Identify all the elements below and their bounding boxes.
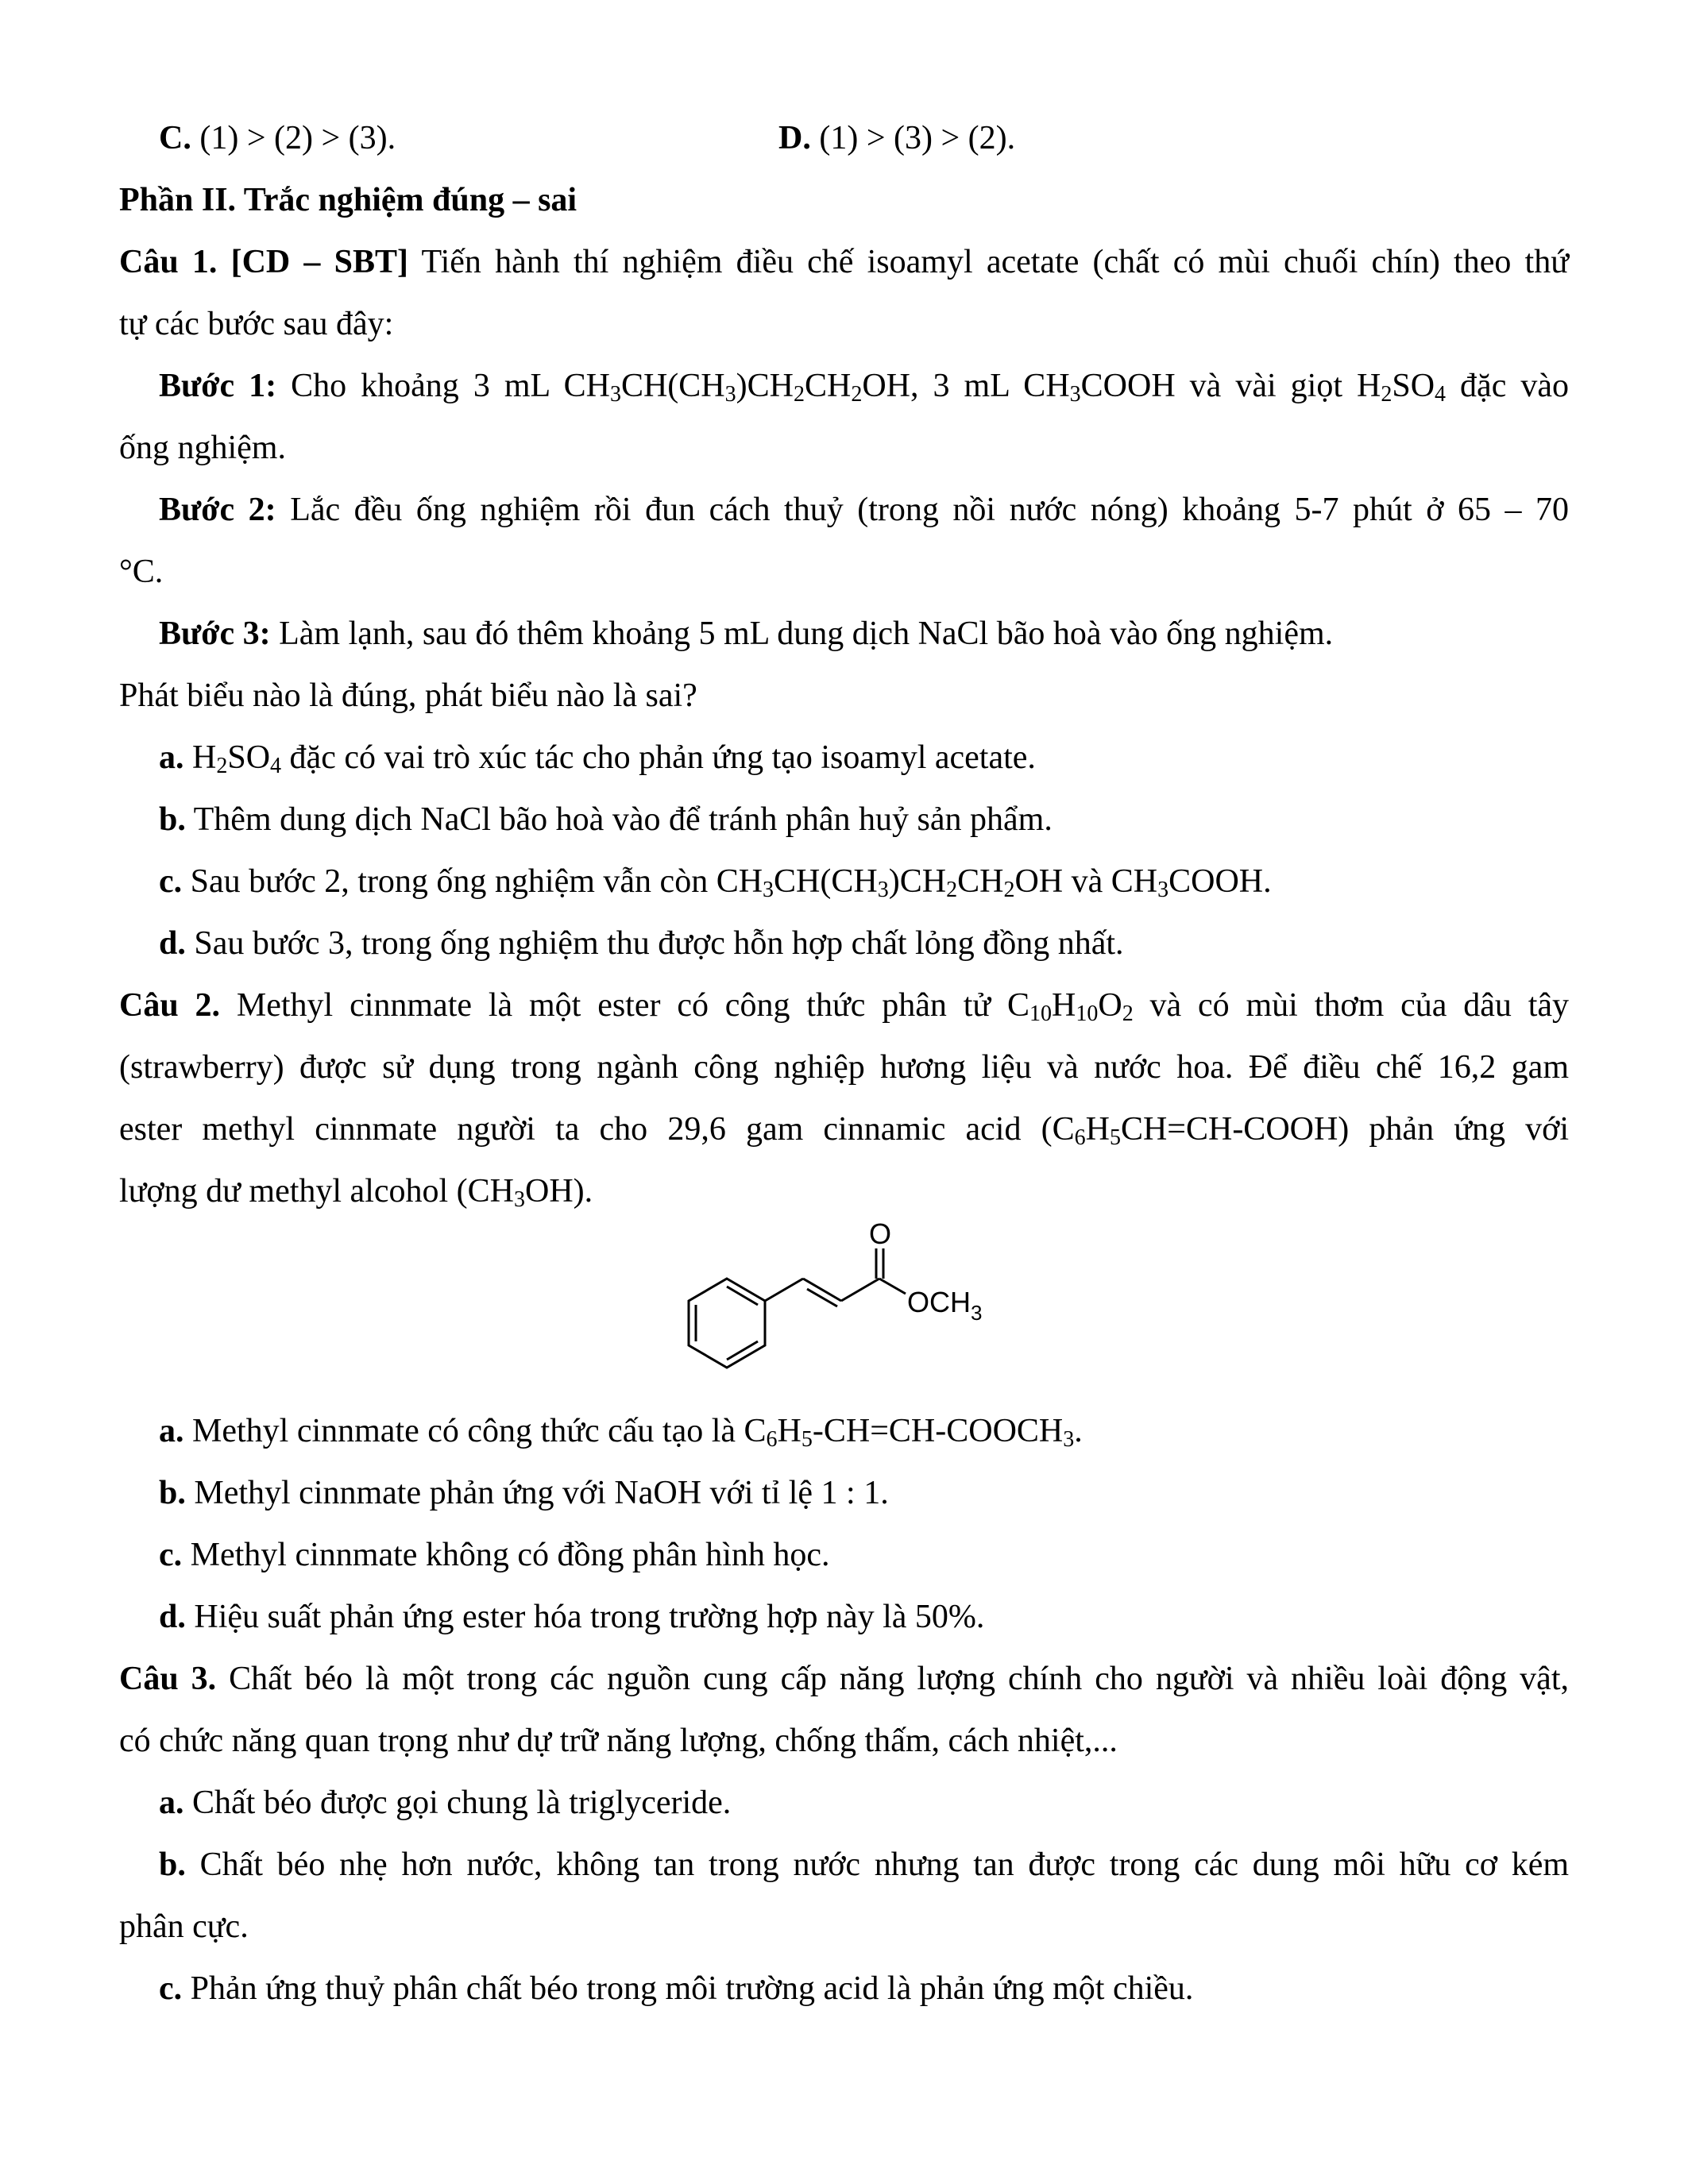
option-d: D. (1) > (3) > (2).: [778, 120, 1016, 156]
option-c: C. (1) > (2) > (3).: [159, 120, 396, 156]
benzene-ring: [689, 1279, 765, 1368]
q1-step3: Bước 3: Làm lạnh, sau đó thêm khoảng 5 mL dung dịch NaCl bão hoà vào ống nghiệm.: [159, 615, 1334, 652]
q2-line-2: (strawberry) được sử dụng trong ngành công nghiệp hương liệu và nước hoa. Để điều chế 16,2 gam: [119, 1049, 1569, 1086]
q1-step2: Bước 2: Lắc đều ống nghiệm rồi đun cách thuỷ (trong nồi nước nóng) khoảng 5-7 phút ở 65 – 70: [159, 492, 1570, 528]
q2-line-4: lượng dư methyl alcohol $(CH_3OH)$.: [119, 1173, 593, 1212]
q2-statement-b: b. Methyl cinnmate phản ứng với NaOH với tỉ lệ 1 : 1.: [159, 1475, 889, 1511]
q1-step2-cont: °C.: [119, 554, 164, 590]
q3-statement-b-cont: phân cực.: [119, 1908, 249, 1945]
q1-step1: Bước 1: Cho khoảng 3 mL $CH_3CH(CH_3)CH_2CH_2OH$, 3 mL $CH_3COOH$ và vài giọt $H_2SO_4$ đặc vào: [159, 368, 1569, 407]
q2-statement-d: d. Hiệu suất phản ứng ester hóa trong trường hợp này là 50%.: [159, 1599, 985, 1635]
q3-statement-b: b. Chất béo nhẹ hơn nước, không tan trong nước nhưng tan được trong các dung môi hữu cơ kém: [159, 1846, 1570, 1883]
q2-line-1: Câu 2. Methyl cinnmate là một ester có công thức phân tử $C_{10}H_{10}O_2$ và có mùi thơm của dâu tây: [119, 987, 1570, 1026]
q1-intro-cont: tự các bước sau đây:: [119, 306, 394, 342]
q1-prompt: Phát biểu nào là đúng, phát biểu nào là sai?: [119, 677, 697, 714]
methoxy-label: $OCH_3$: [907, 1286, 983, 1325]
side-chain: [765, 1248, 906, 1306]
q3-statement-c: c. Phản ứng thuỷ phân chất béo trong môi trường acid là phản ứng một chiều.: [159, 1970, 1194, 2007]
q3-line-2: có chức năng quan trọng như dự trữ năng lượng, chống thấm, cách nhiệt,...: [119, 1723, 1118, 1759]
q1-statement-a: a. $H_2SO_4$ đặc có vai trò xúc tác cho phản ứng tạo isoamyl acetate.: [159, 739, 1036, 778]
q1-intro: Câu 1. [CD – SBT] Tiến hành thí nghiệm điều chế isoamyl acetate (chất có mùi chuối chín) theo thứ: [119, 244, 1569, 280]
methyl-cinnamate-structure: [667, 1217, 1009, 1399]
q2-line-3: ester methyl cinnmate người ta cho 29,6 gam cinnamic acid $(C_6H_5CH=CH-COOH)$ phản ứng với: [119, 1111, 1570, 1150]
q1-step1-cont: ống nghiệm.: [119, 430, 286, 466]
q1-statement-d: d. Sau bước 3, trong ống nghiệm thu được hỗn hợp chất lỏng đồng nhất.: [159, 925, 1124, 962]
section-title: Phần II. Trắc nghiệm đúng – sai: [119, 182, 577, 218]
q1-statement-c: c. Sau bước 2, trong ống nghiệm vẫn còn $CH_3CH(CH_3)CH_2CH_2OH$ và $CH_3COOH$.: [159, 863, 1272, 902]
q1-statement-b: b. Thêm dung dịch NaCl bão hoà vào để tránh phân huỷ sản phẩm.: [159, 801, 1053, 838]
q2-statement-a: a. Methyl cinnmate có công thức cấu tạo là $C_6H_5-CH=CH-COOCH_3$.: [159, 1413, 1083, 1452]
q3-statement-a: a. Chất béo được gọi chung là triglyceride.: [159, 1785, 732, 1821]
q2-statement-c: c. Methyl cinnmate không có đồng phân hình học.: [159, 1537, 830, 1573]
q3-line-1: Câu 3. Chất béo là một trong các nguồn cung cấp năng lượng chính cho người và nhiều loài động vật,: [119, 1661, 1569, 1697]
carbonyl-oxygen-label: O: [869, 1217, 892, 1250]
